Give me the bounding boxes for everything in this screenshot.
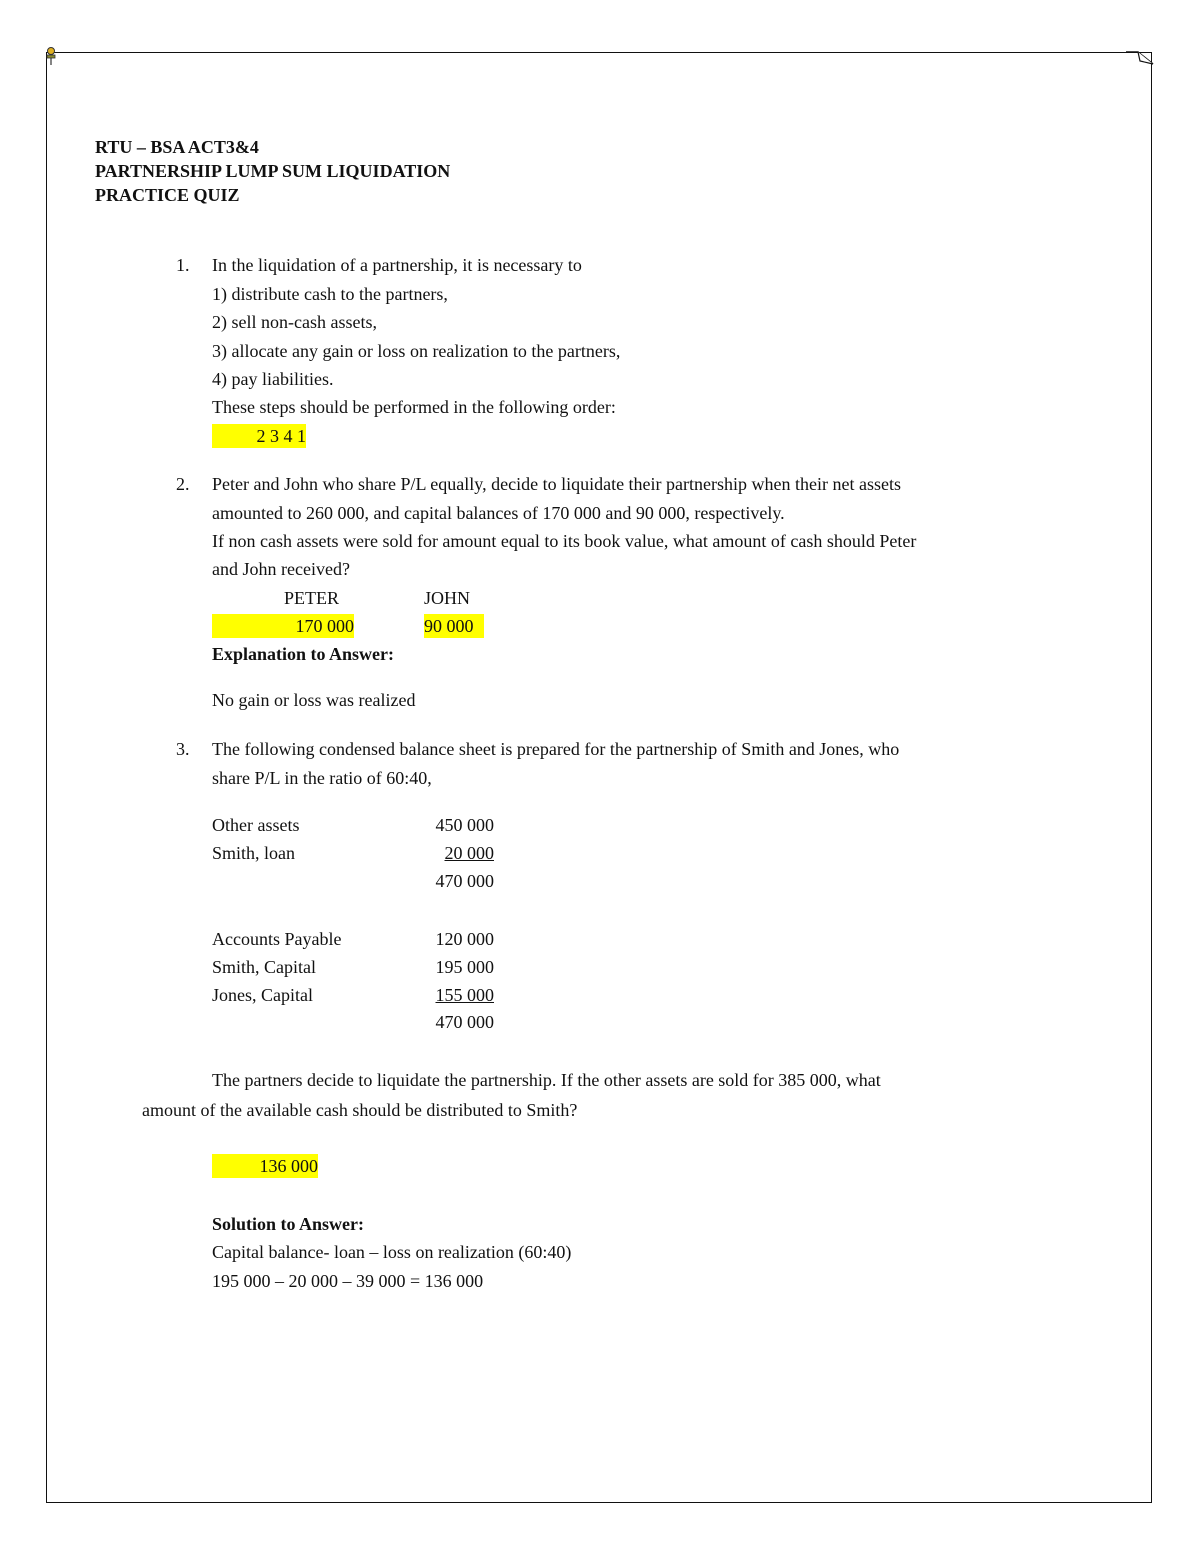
bs-equity-label: Smith, Capital (212, 957, 317, 977)
q3-solution-line: Capital balance- loan – loss on realization (60:40) (212, 1242, 572, 1262)
q1-number: 1. (176, 255, 190, 275)
q2-answer-peter (212, 614, 354, 638)
q2-text-line: amounted to 260 000, and capital balances of 170 000 and 90 000, respectively. (212, 503, 785, 523)
anchor-pin-icon (44, 46, 58, 66)
q3-answer (212, 1154, 318, 1178)
q1-answer-text: 2 3 4 1 (256, 426, 306, 446)
q1-step: 3) allocate any gain or loss on realization to the partners, (212, 341, 621, 361)
q3-answer-text: 136 000 (259, 1156, 318, 1176)
q2-text-line: Peter and John who share P/L equally, decide to liquidate their partnership when their net assets (212, 474, 901, 494)
bs-asset-label: Other assets (212, 815, 300, 835)
q3-solution-line: 195 000 – 20 000 – 39 000 = 136 000 (212, 1271, 484, 1291)
bs-equity-value (404, 985, 494, 1006)
q2-answer-john-text: 90 000 (424, 616, 474, 636)
q1-step: 1) distribute cash to the partners, (212, 284, 448, 304)
q2-col-header-john: JOHN (424, 588, 471, 608)
q3-text-line: share P/L in the ratio of 60:40, (212, 768, 432, 788)
q3-solution-heading: Solution to Answer: (212, 1214, 365, 1234)
q1-prompt: These steps should be performed in the following order: (212, 397, 616, 417)
bs-assets-total: 470 000 (435, 871, 494, 891)
header-course: RTU – BSA ACT3&4 (95, 137, 259, 157)
q2-answer-john (424, 614, 484, 638)
bs-equity-value-text: 155 000 (435, 985, 494, 1005)
bs-equity-value: 120 000 (435, 929, 494, 949)
bs-equities-total: 470 000 (435, 1012, 494, 1032)
q2-text-line: If non cash assets were sold for amount equal to its book value, what amount of cash should Peter (212, 531, 917, 551)
q2-answer-peter-text: 170 000 (295, 616, 354, 636)
q3-number: 3. (176, 739, 190, 759)
q1-step: 4) pay liabilities. (212, 369, 334, 389)
page-corner-fold-icon (1126, 48, 1156, 70)
bs-asset-value (404, 843, 494, 864)
bs-equity-label: Jones, Capital (212, 985, 313, 1005)
bs-equity-value: 195 000 (435, 957, 494, 977)
bs-asset-label: Smith, loan (212, 843, 296, 863)
q2-explanation-heading: Explanation to Answer: (212, 644, 395, 664)
q3-question-line: The partners decide to liquidate the partnership. If the other assets are sold for 385 000, what (212, 1070, 881, 1090)
q2-col-header-peter: PETER (284, 588, 340, 608)
q1-stem: In the liquidation of a partnership, it is necessary to (212, 255, 582, 275)
q3-question-line: amount of the available cash should be distributed to Smith? (142, 1100, 578, 1120)
q1-answer (212, 424, 306, 448)
header-topic: PARTNERSHIP LUMP SUM LIQUIDATION (95, 161, 451, 181)
q1-step: 2) sell non-cash assets, (212, 312, 377, 332)
q2-number: 2. (176, 474, 190, 494)
bs-asset-value: 450 000 (435, 815, 494, 835)
bs-asset-value-text: 20 000 (444, 843, 494, 863)
bs-equity-label: Accounts Payable (212, 929, 342, 949)
header-quiz-title: PRACTICE QUIZ (95, 185, 240, 205)
q3-text-line: The following condensed balance sheet is prepared for the partnership of Smith and Jones, who (212, 739, 900, 759)
q2-text-line: and John received? (212, 559, 350, 579)
q2-explanation: No gain or loss was realized (212, 690, 416, 710)
